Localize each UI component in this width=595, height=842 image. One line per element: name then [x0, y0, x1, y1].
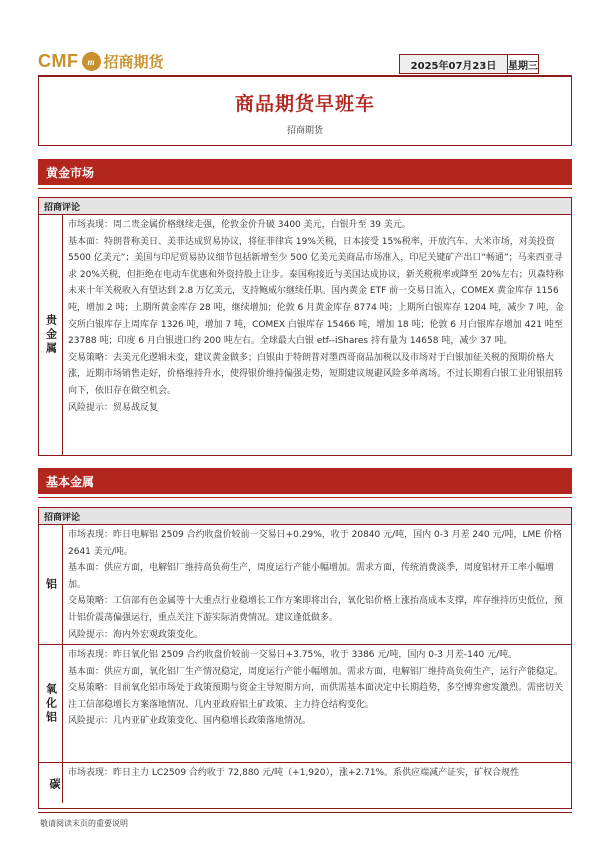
market-performance: 市场表现：昨日氧化铝 2509 合约收盘价较前一交易日+3.75%，收于 3386 元/吨，国内 0-3 月差-140 元/吨。 — [68, 650, 518, 660]
footer-divider — [38, 812, 572, 813]
row-label: 氧化铝 — [39, 645, 63, 762]
market-performance: 市场表现：昨日电解铝 2509 合约收盘价较前一交易日+0.29%，收于 20840 元/吨，国内 0-3 月差 240 元/吨，LME 价格 2641 美元/吨。 — [68, 530, 562, 557]
trading-strategy: 交易策略：目前氧化铝市场处于政策预期与资金主导短期方向，而供需基本面决定中长期趋势，多空博弈愈发激烈。需密切关注工信部稳增长方案落地情况、几内亚政府铝土矿政策、主力持仓结构变化。 — [68, 683, 564, 710]
page-title: 商品期货早班车 — [234, 93, 375, 115]
row-content — [63, 525, 571, 644]
row-content — [63, 763, 571, 784]
gold-comment-table — [38, 197, 572, 456]
footer-disclaimer: 敬请阅读末页的重要说明 — [40, 819, 128, 828]
fundamentals: 基本面：供应方面，氧化铝厂生产情况稳定，周度运行产能小幅增加。需求方面，电解铝厂维持高负荷生产，运行产能稳定。 — [68, 666, 564, 677]
risk-warning: 风险提示：几内亚矿业政策变化、国内稳增长政策落地情况。 — [68, 716, 312, 727]
logo-cmf-text: CMF — [38, 51, 79, 71]
section-header-gold: 黄金市场 — [38, 159, 572, 185]
row-label: 贵金属 — [39, 215, 63, 455]
fundamentals: 基本面：供应方面，电解铝厂维持高负荷生产，周度运行产能小幅增加。需求方面，传统消费淡季，周度铝材开工率小幅增加。 — [68, 563, 555, 590]
row-label: 铝 — [39, 525, 63, 644]
base-metals-comment-table — [38, 507, 572, 809]
row-content — [63, 645, 571, 762]
report-date: 2025年07月23日 — [400, 55, 508, 73]
logo-cn-text: 招商期货 — [103, 53, 164, 71]
table-head: 招商评论 — [39, 508, 571, 525]
section-header-base-metals: 基本金属 — [38, 468, 572, 494]
table-row-alumina — [39, 645, 571, 763]
table-row-aluminum — [39, 525, 571, 645]
table-row-precious-metals — [39, 215, 571, 455]
company-logo — [38, 48, 164, 75]
section-divider-gold — [38, 188, 572, 189]
section-divider-base-metals — [38, 497, 572, 498]
report-weekday: 星期三 — [508, 60, 538, 72]
page-header — [38, 48, 572, 75]
table-head: 招商评论 — [39, 198, 571, 215]
risk-warning: 风险提示：海内外宏观政策变化。 — [68, 629, 204, 640]
risk-warning: 风险提示：贸易战反复 — [68, 402, 159, 413]
row-label: 碳 — [39, 763, 63, 803]
row-content — [63, 215, 571, 455]
fundamentals: 基本面：特朗普称美日、美菲达成贸易协议，将征菲律宾 19%关税，日本接受 15%税率，开放汽车、大米市场，对美投资 5500 亿美元”；美国与印尼贸易协议细节包括新增至少 500 亿美元美商品市场准入，印尼关键矿产出口“畅通”；马来西亚寻求 20%关税，但拒绝在电动车优惠和外资持股上让步。泰国称接近与美国达成协议，新关税税率或降至 20%左右；贝森特称未来十年关税收入有望达到 2.8 万亿美元，支持鲍威尔继续任职。国内黄金 ETF 前一交易日流入，COMEX 黄金库存 1156 吨，增加 2 吨；上期所黄金库存 28 吨，继续增加；伦敦 6 月黄金库存 8774 吨；上期所白银库存 1204 吨，减少 7 吨，金交所白银库存上周库存 1326 吨，增加 7 吨，COMEX 白银库存 15466 吨，增加 18 吨；伦敦 6 月白银库存增加 421 吨至 23788 吨；印度 6 月白银进口约 200 吨左右。全球最大白银 etf--iShares 持有量为 14658 吨，减少 37 吨。 — [68, 236, 564, 347]
title-box — [38, 77, 572, 146]
table-row-carbonate — [39, 763, 571, 803]
trading-strategy: 交易策略：去美元化逻辑未变，建议黄金做多；白银由于特朗普对墨西哥商品加税以及市场对于白银加征关税的预期价格大涨，近期市场销售走好，价格维持升水，使得银价维持偏强走势，短期建议规避风险多单离场。不过长期看白银工业用银扭转向下，依旧存在做空机会。 — [68, 352, 564, 396]
date-box — [399, 54, 539, 74]
page-subtitle: 招商期货 — [286, 126, 323, 136]
market-performance: 市场表现：昨日主力 LC2509 合约收于 72,880 元/吨（+1,920），涨+2.71%。系供应端减产证实，矿权合规性 — [68, 768, 520, 778]
market-performance: 市场表现：周二贵金属价格继续走强，伦敦金价升破 3400 美元，白银升至 39 美元。 — [68, 220, 411, 230]
logo-mark-icon: m — [82, 52, 101, 71]
trading-strategy: 交易策略：工信部有色金属等十大重点行业稳增长工作方案即将出台，氧化铝价格上涨抬高成本支撑，库存维持历史低位，预计铝价震荡偏强运行，重点关注下游实际消费情况。建议逢低做多。 — [68, 596, 564, 623]
